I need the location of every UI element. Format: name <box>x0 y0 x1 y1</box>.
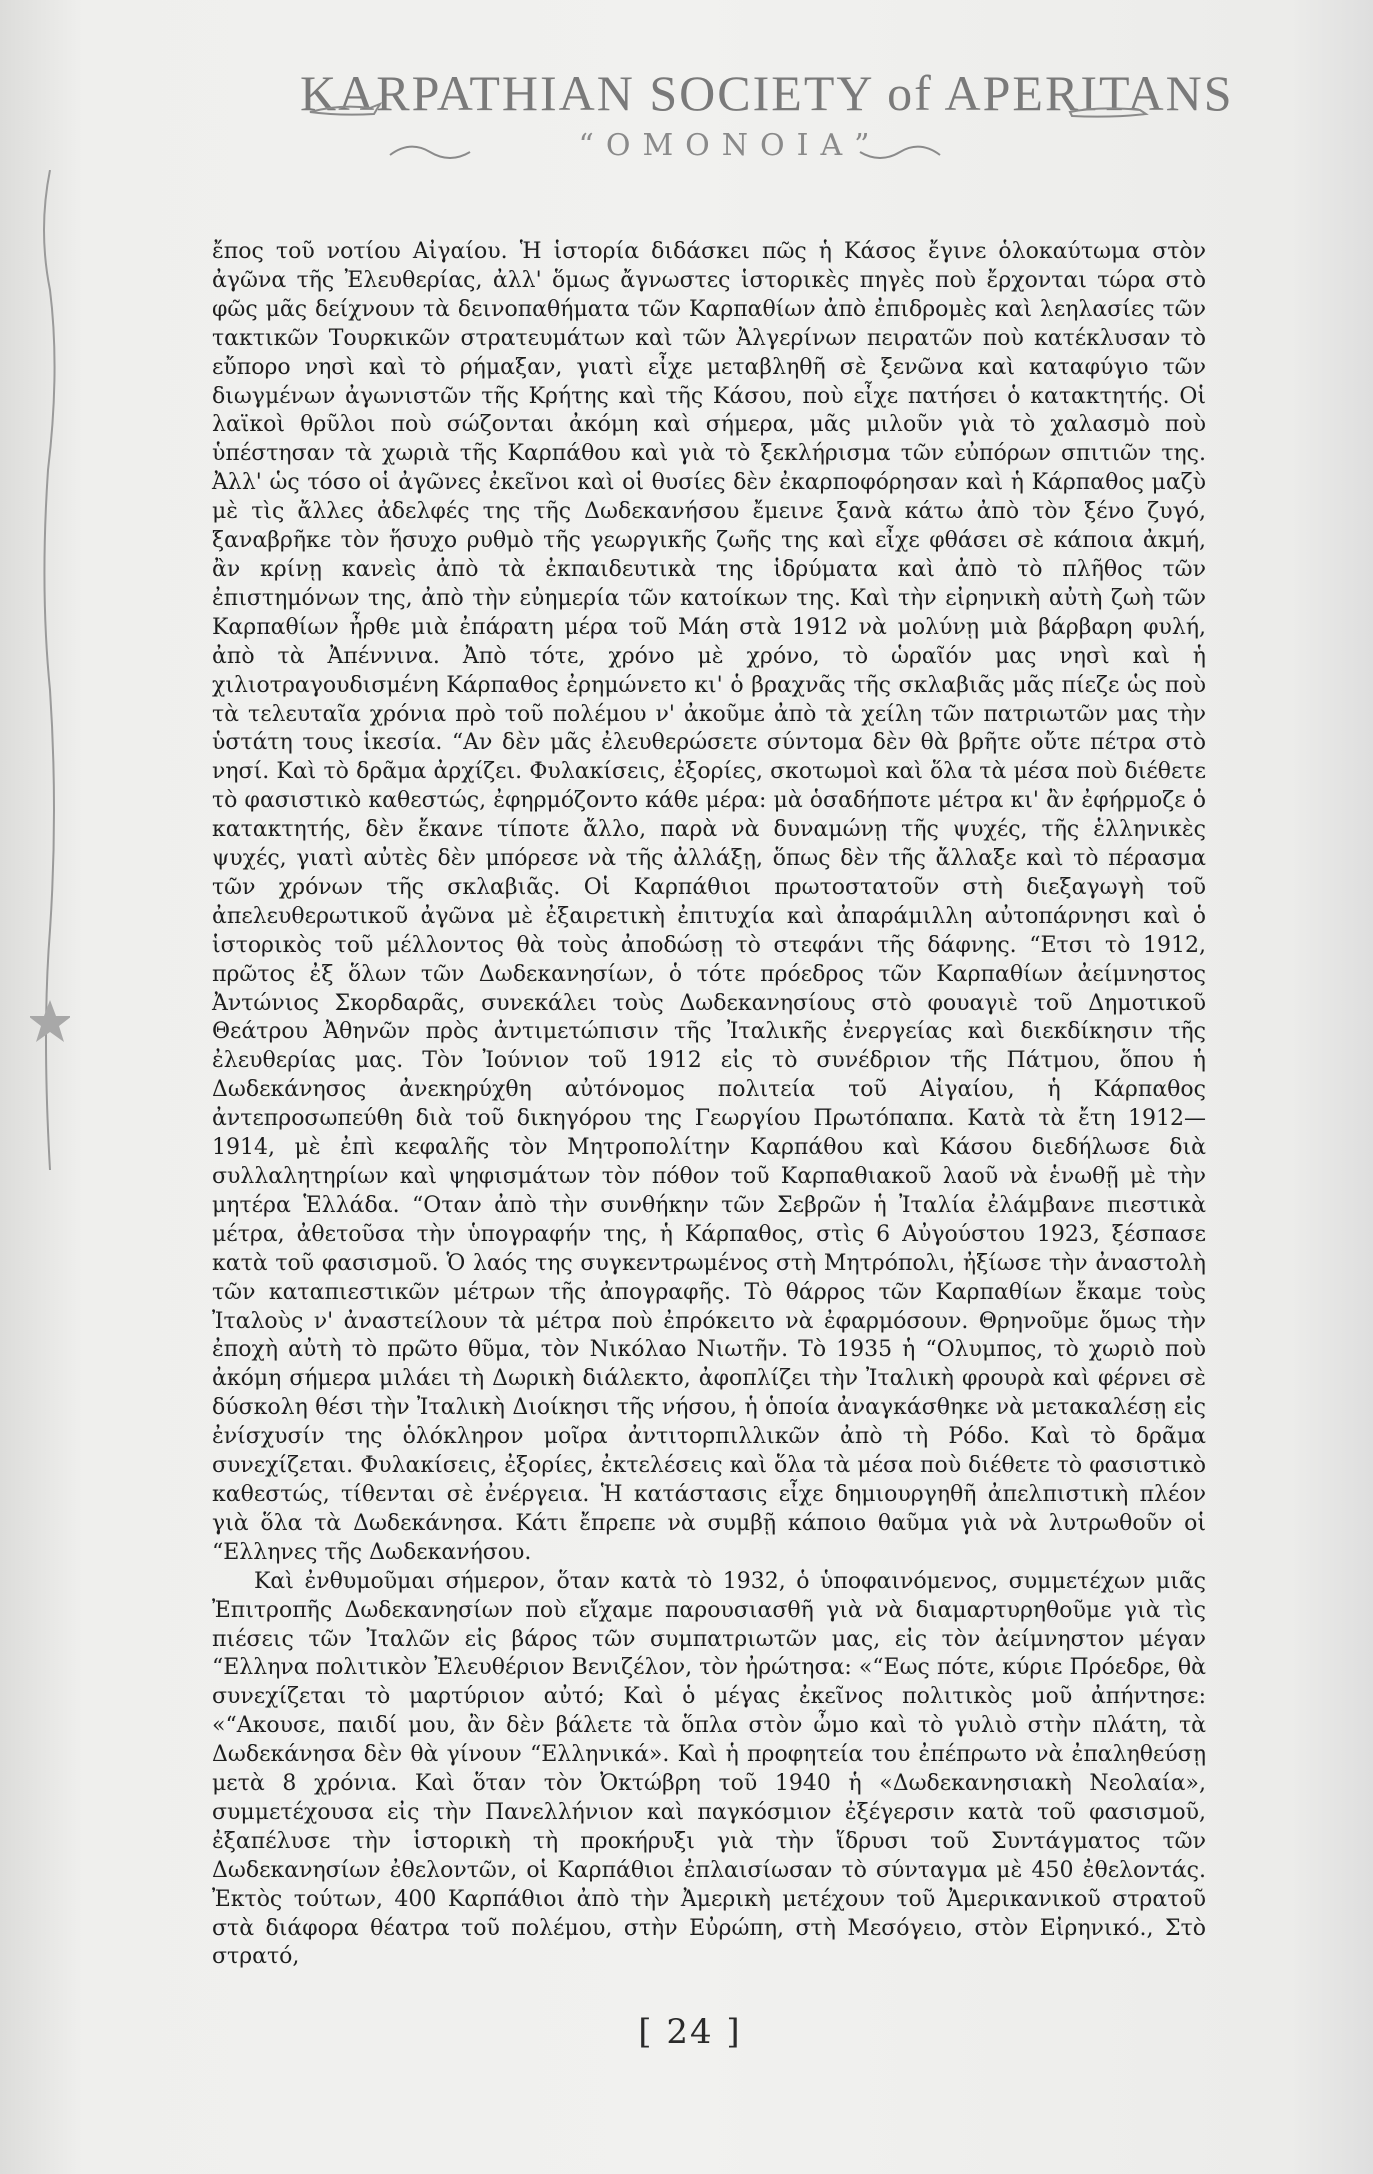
masthead-ornament <box>300 60 1234 170</box>
margin-star-ornament <box>30 170 70 1170</box>
article-paragraph: Καὶ ἐνθυμοῦμαι σήμερον, ὅταν κατὰ τὸ 1932, ὁ ὑποφαινόμενος, συμμετέχων μιᾶς Ἐπιτροπῆς Δωδεκανησίων ποὺ εἴχαμε παρουσιασθῆ γιὰ νὰ διαμαρτυρηθοῦμε γιὰ τὶς πιέσεις τῶν Ἰταλῶν εἰς βάρος τῶν συμπατριωτῶν μας, εἰς τὸν ἀείμνηστον μέγαν “Ελληνα πολιτικὸν Ἐλευθέριον Βενιζέλον, τὸν ἠρώτησα: «“Εως πότε, κύριε Πρόεδρε, θὰ συνεχίζεται τὸ μαρτύριον αὐτό; Καὶ ὁ μέγας ἐκεῖνος πολιτικὸς μοῦ ἀπήντησε: «“Ακουσε, παιδί μου, ἂν δὲν βάλετε τὰ ὅπλα στὸν ὦμο καὶ τὸ γυλιὸ στὴν πλάτη, τὰ Δωδεκάνησα δὲν θὰ γίνουν “Ελληνικά». Καὶ ἡ προφητεία του ἐπέπρωτο νὰ ἐπαληθεύσῃ μετὰ 8 χρόνια. Καὶ ὅταν τὸν Ὀκτώβρη τοῦ 1940 ἡ «Δωδεκανησιακὴ Νεολαία», συμμετέχουσα εἰς τὴν Πανελλήνιον καὶ παγκόσμιον ἐξέγερσιν κατὰ τοῦ φασισμοῦ, ἐξαπέλυσε τὴν ἱστορικὴ τὴ προκήρυξι γιὰ τὴν ἵδρυσι τοῦ Συντάγματος τῶν Δωδεκανησίων ἐθελοντῶν, οἱ Καρπάθιοι ἐπλαισίωσαν τὸ σύνταγμα μὲ 450 ἐθελοντάς. Ἐκτὸς τούτων, 400 Καρπάθιοι ἀπὸ τὴν Ἀμερικὴ μετέχουν τοῦ Ἀμερικανικοῦ στρατοῦ στὰ διάφορα θέατρα τοῦ πολέμου, στὴν Εὐρώπη, στὴ Μεσόγειο, στὸν Εἰρηνικό., Στὸ στρατό, <box>212 1568 1206 1970</box>
masthead <box>300 60 1234 170</box>
society-subtitle: “ΟΜΟΝΟΙΑ” <box>578 128 882 163</box>
article-body <box>212 238 1206 1972</box>
society-title: KARPATHIAN SOCIETY of APERITANS <box>300 65 1234 121</box>
page-number: [ 24 ] <box>638 2012 742 2052</box>
article-paragraph: ἔπος τοῦ νοτίου Αἰγαίου. Ἡ ἱστορία διδάσκει πῶς ἡ Κάσος ἔγινε ὁλοκαύτωμα στὸν ἀγῶνα τῆς Ἐλευθερίας, ἀλλ' ὅμως ἄγνωστες ἱστορικὲς πηγὲς ποὺ ἔρχονται τώρα στὸ φῶς μᾶς δείχνουν τὰ δεινοπαθήματα τῶν Καρπαθίων ἀπὸ ἐπιδρομὲς καὶ λεηλασίες τῶν τακτικῶν Τουρκικῶν στρατευμάτων καὶ τῶν Ἀλγερίνων πειρατῶν ποὺ κατέκλυσαν τὸ εὔπορο νησὶ καὶ τὸ ρήμαξαν, γιατὶ εἶχε μεταβληθῆ σὲ ξενῶνα καὶ καταφύγιο τῶν διωγμένων ἀγωνιστῶν τῆς Κρήτης καὶ τῆς Κάσου, ποὺ εἶχε πατήσει ὁ κατακτητής. Οἱ λαϊκοὶ θρῦλοι ποὺ σώζονται ἀκόμη καὶ σήμερα, μᾶς μιλοῦν γιὰ τὸ χαλασμὸ ποὺ ὑπέστησαν τὰ χωριὰ τῆς Καρπάθου καὶ γιὰ τὸ ξεκλήρισμα τῶν εὐπόρων σπιτιῶν της. Ἀλλ' ὡς τόσο οἱ ἀγῶνες ἐκεῖνοι καὶ οἱ θυσίες δὲν ἐκαρποφόρησαν καὶ ἡ Κάρπαθος μαζὺ μὲ τὶς ἄλλες ἀδελφές της τῆς Δωδεκανήσου ἔμεινε ξανὰ κάτω ἀπὸ τὸν ξένο ζυγό, ξαναβρῆκε τὸν ἥσυχο ρυθμὸ τῆς γεωργικῆς ζωῆς της καὶ εἶχε φθάσει σὲ κάποια ἀκμή, ἂν κρίνῃ κανεὶς ἀπὸ τὰ ἐκπαιδευτικὰ της ἱδρύματα καὶ ἀπὸ τὸ πλῆθος τῶν ἐπιστημόνων της, ἀπὸ τὴν εὐημερία τῶν κατοίκων της. Καὶ τὴν εἰρηνικὴ αὐτὴ ζωὴ τῶν Καρπαθίων ἦρθε μιὰ ἐπάρατη μέρα τοῦ Μάη στὰ 1912 νὰ μολύνῃ μιὰ βάρβαρη φυλή, ἀπὸ τὰ Ἀπέννινα. Ἀπὸ τότε, χρόνο μὲ χρόνο, τὸ ὡραῖόν μας νησὶ καὶ ἡ χιλιοτραγουδισμένη Κάρπαθος ἐρημώνετο κι' ὁ βραχνᾶς τῆς σκλαβιᾶς μᾶς πίεζε ὡς ποὺ τὰ τελευταῖα χρόνια πρὸ τοῦ πολέμου ν' ἀκοῦμε ἀπὸ τὰ χείλη τῶν πατριωτῶν μας τὴν ὑστάτη τους ἱκεσία. “Αν δὲν μᾶς ἐλευθερώσετε σύντομα δὲν θὰ βρῆτε οὔτε πέτρα στὸ νησί. Καὶ τὸ δρᾶμα ἀρχίζει. Φυλακίσεις, ἐξορίες, σκοτωμοὶ καὶ ὅλα τὰ μέσα ποὺ διέθετε τὸ φασιστικὸ καθεστώς, ἐφηρμόζοντο κάθε μέρα: μὰ ὁσαδήποτε μέτρα κι' ἂν ἐφήρμοζε ὁ κατακτητής, δὲν ἔκανε τίποτε ἄλλο, παρὰ νὰ δυναμώνῃ τῆς ψυχές, τῆς ἑλληνικὲς ψυχές, γιατὶ αὐτὲς δὲν μπόρεσε νὰ τῆς ἀλλάξῃ, ὅπως δὲν τῆς ἄλλαξε καὶ τὸ πέρασμα τῶν χρόνων τῆς σκλαβιᾶς. Οἱ Καρπάθιοι πρωτοστατοῦν στὴ διεξαγωγὴ τοῦ ἀπελευθερωτικοῦ ἀγῶνα μὲ ἐξαιρετικὴ ἐπιτυχία καὶ ἀπαράμιλλη αὐτοπάρνησι καὶ ὁ ἱστορικὸς τοῦ μέλλοντος θὰ τοὺς ἀποδώσῃ τὸ στεφάνι τῆς δάφνης. “Ετσι τὸ 1912, πρῶτος ἐξ ὅλων τῶν Δωδεκανησίων, ὁ τότε πρόεδρος τῶν Καρπαθίων ἀείμνηστος Ἀντώνιος Σκορδαρᾶς, συνεκάλει τοὺς Δωδεκανησίους στὸ φουαγιὲ τοῦ Δημοτικοῦ Θεάτρου Ἀθηνῶν πρὸς ἀντιμετώπισιν τῆς Ἰταλικῆς ἐνεργείας καὶ διεκδίκησιν τῆς ἐλευθερίας μας. Τὸν Ἰούνιον τοῦ 1912 εἰς τὸ συνέδριον τῆς Πάτμου, ὅπου ἡ Δωδεκάνησος ἀνεκηρύχθη αὐτόνομος πολιτεία τοῦ Αἰγαίου, ἡ Κάρπαθος ἀντεπροσωπεύθη διὰ τοῦ δικηγόρου της Γεωργίου Πρωτόπαπα. Κατὰ τὰ ἔτη 1912—1914, μὲ ἐπὶ κεφαλῆς τὸν Μητροπολίτην Καρπάθου καὶ Κάσου διεδήλωσε διὰ συλλαλητηρίων καὶ ψηφισμάτων τὸν πόθον τοῦ Καρπαθιακοῦ λαοῦ νὰ ἑνωθῇ μὲ τὴν μητέρα Ἑλλάδα. “Οταν ἀπὸ τὴν συνθήκην τῶν Σεβρῶν ἡ Ἰταλία ἐλάμβανε πιεστικὰ μέτρα, ἀθετοῦσα τὴν ὑπογραφήν της, ἡ Κάρπαθος, στὶς 6 Αὐγούστου 1923, ξέσπασε κατὰ τοῦ φασισμοῦ. Ὁ λαός της συγκεντρωμένος στὴ Μητρόπολι, ἠξίωσε τὴν ἀναστολὴ τῶν καταπιεστικῶν μέτρων τῆς ἀπογραφῆς. Τὸ θάρρος τῶν Καρπαθίων ἔκαμε τοὺς Ἰταλοὺς ν' ἀναστείλουν τὰ μέτρα ποὺ ἐπρόκειτο νὰ ἐφαρμόσουν. Θρηνοῦμε ὅμως τὴν ἐποχὴ αὐτὴ τὸ πρῶτο θῦμα, τὸν Νικόλαο Νιωτῆν. Τὸ 1935 ἡ “Ολυμπος, τὸ χωριὸ ποὺ ἀκόμη σήμερα μιλάει τὴ Δωρικὴ διάλεκτο, ἀφοπλίζει τὴν Ἰταλικὴ φρουρὰ καὶ φέρνει σὲ δύσκολη θέσι τὴν Ἰταλικὴ Διοίκησι τῆς νήσου, ἡ ὁποία ἀναγκάσθηκε νὰ μετακαλέσῃ εἰς ἐνίσχυσίν της ὁλόκληρον μοῖρα ἀντιτορπιλλικῶν ἀπὸ τὴ Ρόδο. Καὶ τὸ δρᾶμα συνεχίζεται. Φυλακίσεις, ἐξορίες, ἐκτελέσεις καὶ ὅλα τὰ μέσα ποὺ διέθετε τὸ φασιστικὸ καθεστώς, τίθενται σὲ ἐνέργεια. Ἡ κατάστασις εἶχε δημιουργηθῆ ἀπελπιστικὴ πλέον γιὰ ὅλα τὰ Δωδεκάνησα. Κάτι ἔπρεπε νὰ συμβῇ κάποιο θαῦμα γιὰ νὰ λυτρωθοῦν οἱ “Ελληνες τῆς Δωδεκανήσου. <box>212 239 1206 1565</box>
